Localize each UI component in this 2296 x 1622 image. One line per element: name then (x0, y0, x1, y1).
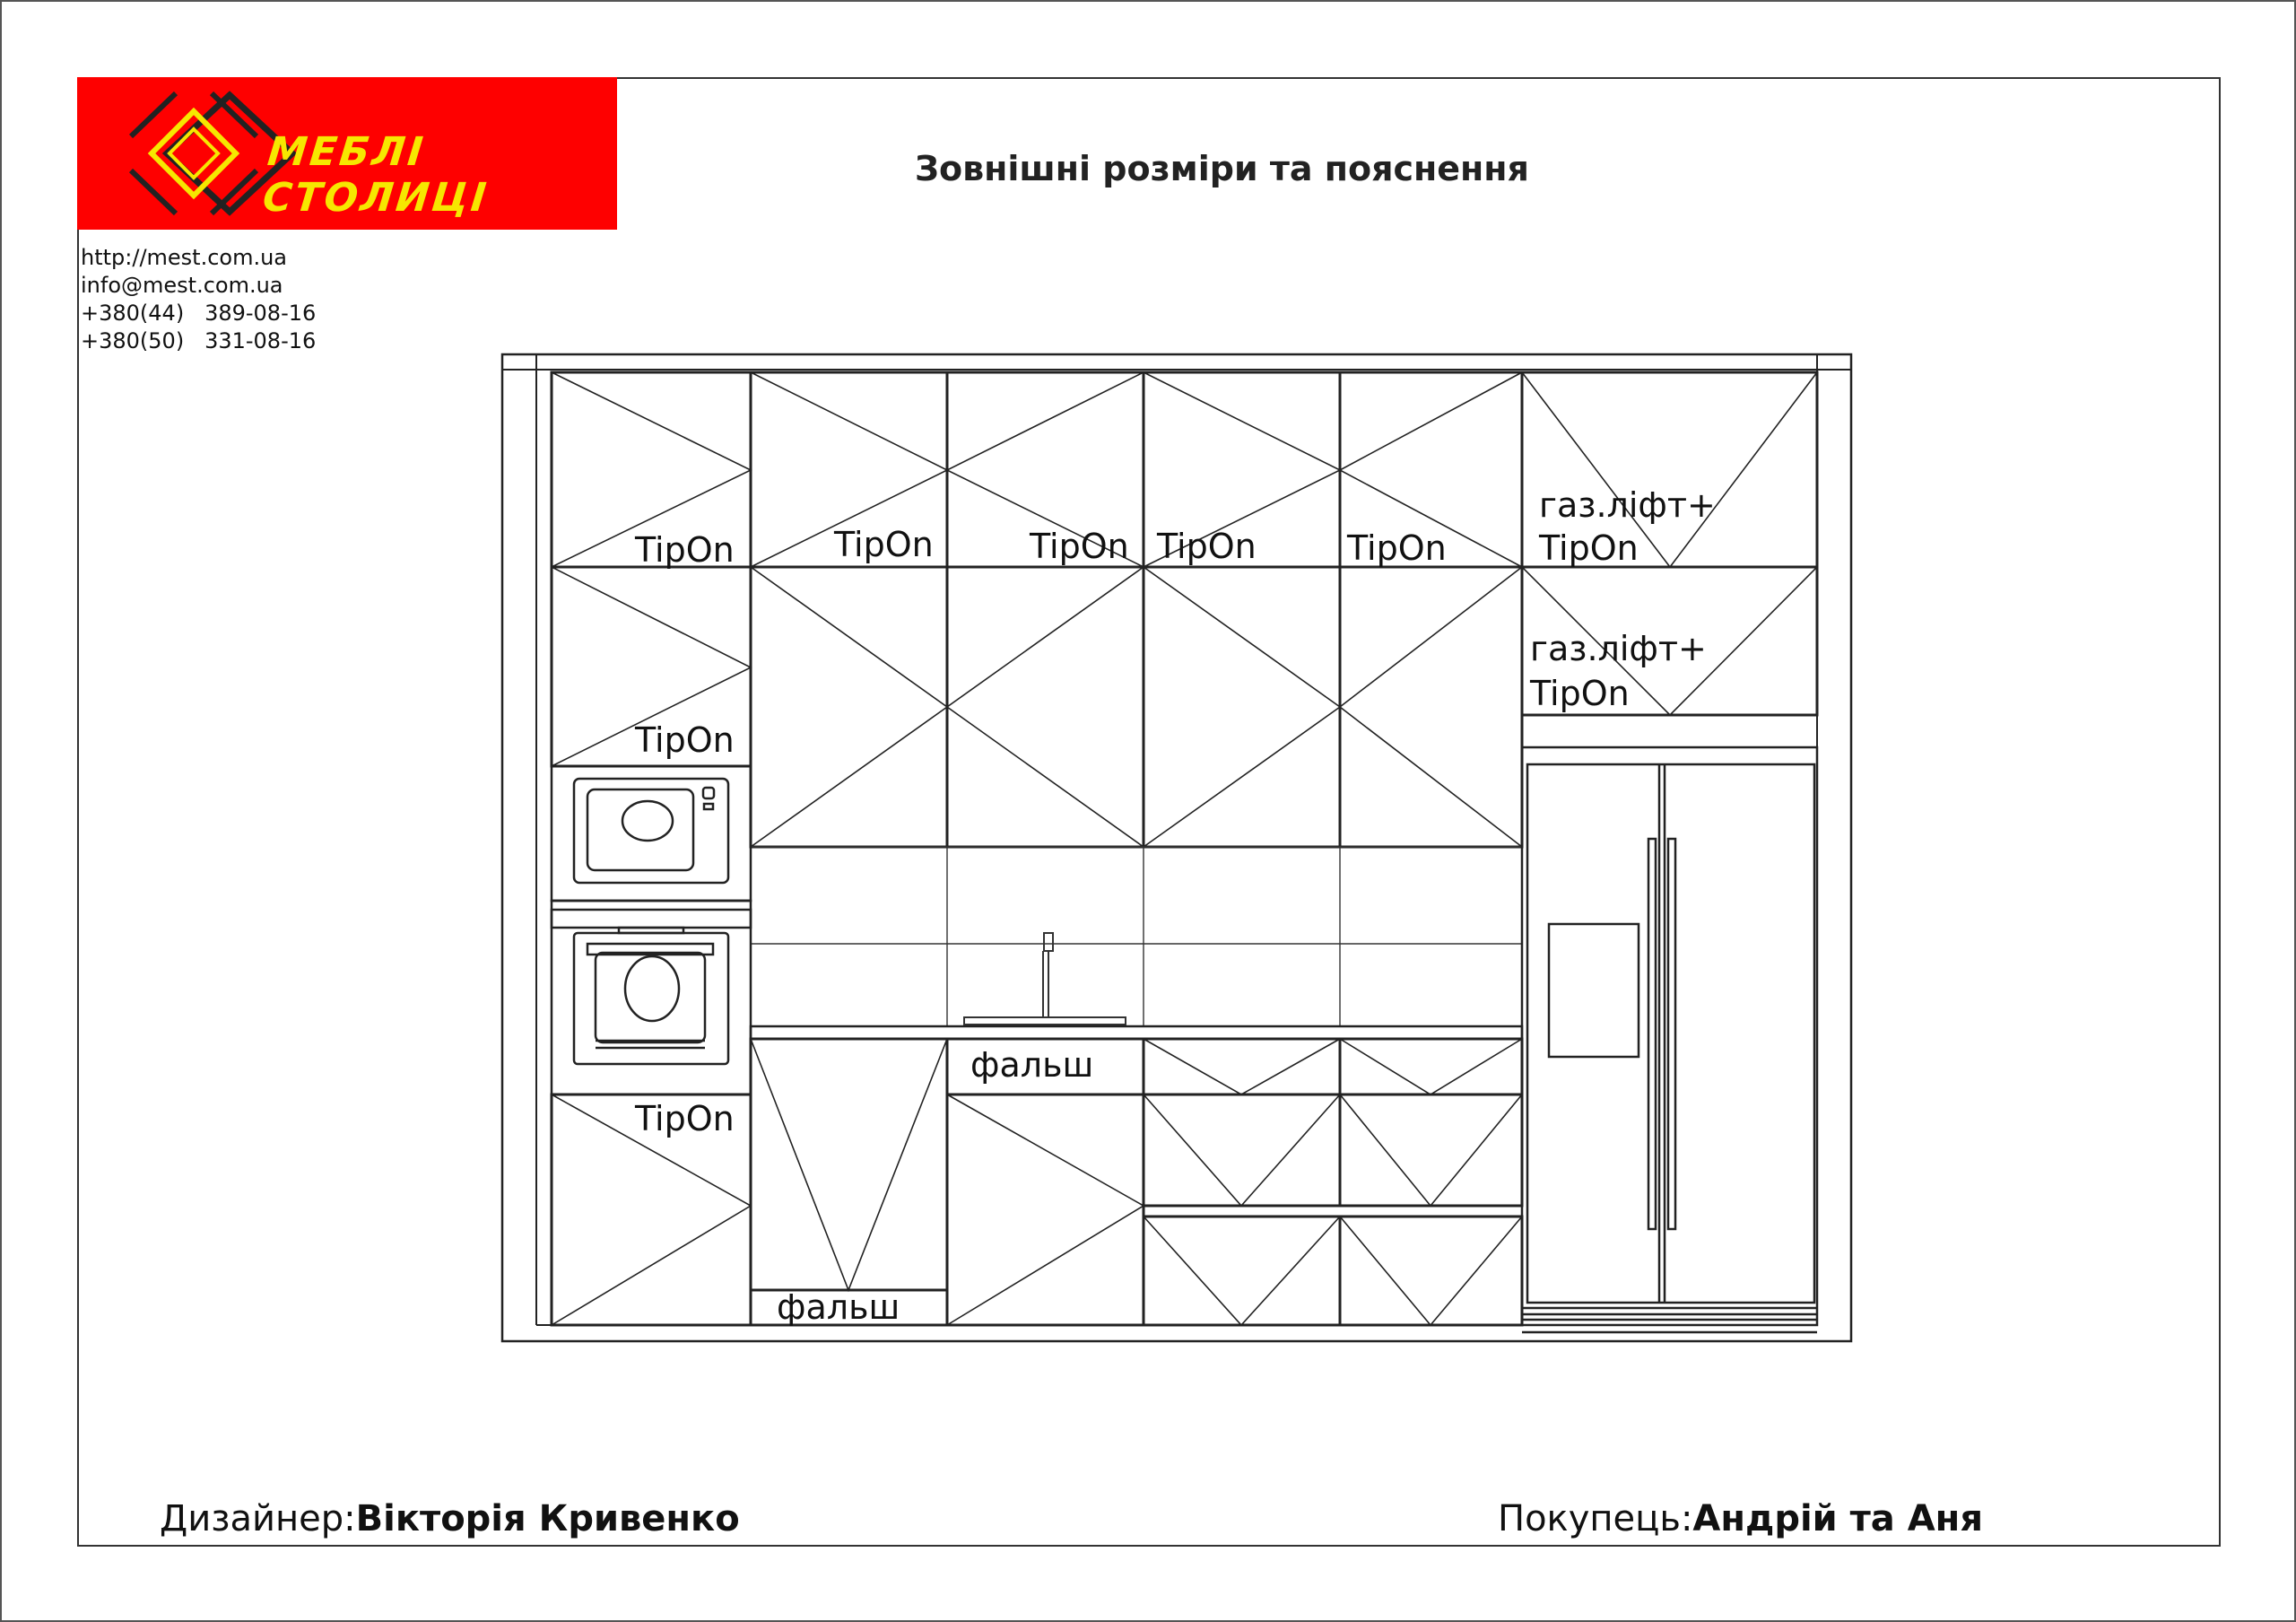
customer-line (1498, 1498, 1983, 1539)
customer-label: Покупець: (1498, 1498, 1693, 1539)
designer-label: Дизайнер: (160, 1498, 356, 1539)
lower-cabinet-3 (947, 1094, 1144, 1325)
tipon-label-3: TipOn (1030, 527, 1129, 566)
tipon-label-5: TipOn (1347, 528, 1447, 568)
microwave-icon (574, 779, 728, 883)
designer-name: Вікторія Кривенко (355, 1498, 740, 1539)
false-panel-label-top: фальш (970, 1045, 1094, 1085)
mid-cabinet-2 (751, 567, 947, 847)
oven-niche (552, 901, 751, 1094)
tipon-label-2: TipOn (834, 525, 934, 564)
phone-2: +380(50) 331-08-16 (81, 328, 317, 353)
false-panel-label-bottom: фальш (777, 1287, 900, 1327)
tipon-label-6: TipOn (1539, 528, 1639, 568)
drawer-2b (1340, 1094, 1522, 1206)
fridge-icon (1522, 747, 1817, 1332)
faucet-icon (964, 933, 1126, 1025)
tipon-label-4: TipOn (1157, 527, 1257, 566)
mid-cabinet-3 (947, 567, 1144, 847)
email-link[interactable]: info@mest.com.ua (81, 273, 283, 298)
drawer-3a (1144, 1216, 1340, 1325)
customer-name: Андрій та Аня (1692, 1498, 1983, 1539)
drawer-1b (1340, 1039, 1522, 1094)
gas-lift-label-2: газ.ліфт+ (1530, 629, 1707, 668)
drawer-2a (1144, 1094, 1340, 1206)
tipon-label-8: TipOn (635, 720, 735, 760)
tipon-label-1: TipOn (635, 530, 735, 570)
tipon-label-9: TipOn (635, 1099, 735, 1138)
designer-line (160, 1498, 740, 1539)
drawer-3b (1340, 1216, 1522, 1325)
drawer-1a (1144, 1039, 1340, 1094)
phone-1: +380(44) 389-08-16 (81, 301, 317, 326)
website-link[interactable]: http://mest.com.ua (81, 245, 288, 270)
mid-cabinet-5 (1340, 567, 1522, 847)
tipon-label-7: TipOn (1530, 674, 1630, 713)
microwave-niche (552, 766, 751, 901)
page-title: Зовнішні розміри та пояснення (915, 149, 1529, 188)
countertop (751, 1026, 1522, 1039)
gas-lift-label-1: газ.ліфт+ (1539, 485, 1716, 525)
mid-cabinet-4 (1144, 567, 1340, 847)
brand-name: МЕБЛІ СТОЛИЦІ (260, 129, 491, 221)
sink-base-door (751, 1039, 947, 1290)
